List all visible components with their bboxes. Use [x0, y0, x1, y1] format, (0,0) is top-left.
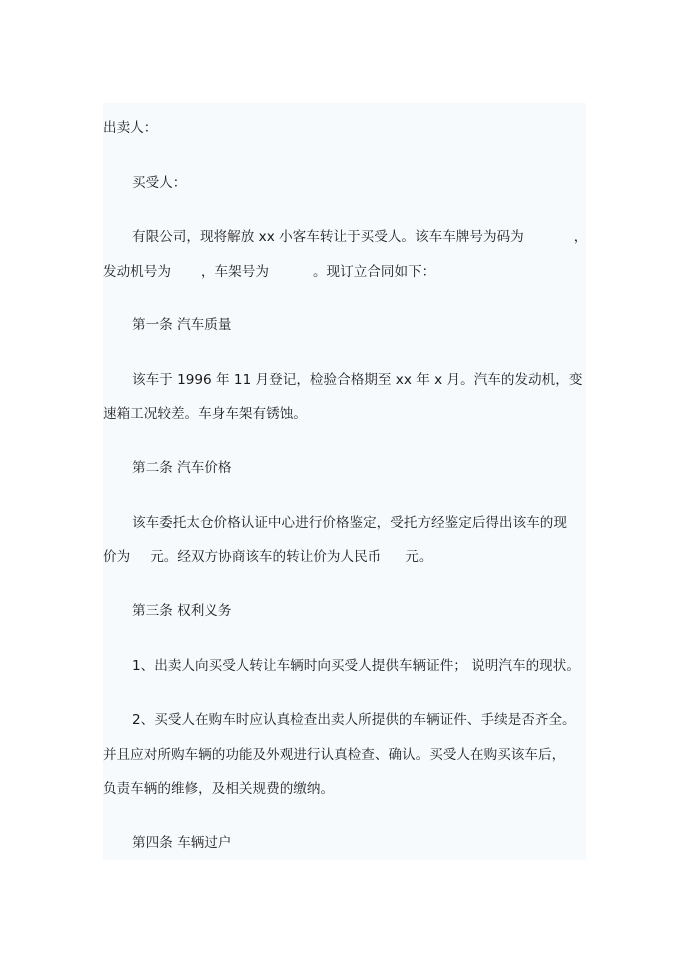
buyer-label: 买受人： — [132, 175, 187, 191]
frame-number-label: ，车架号为 — [200, 264, 269, 280]
article-2-line-1: 该车委托太仓价格认证中心进行价格鉴定，受托方经鉴定后得出该车的现 — [132, 515, 567, 531]
article-1-heading — [132, 311, 231, 339]
article-3-item-2-line-1: 2、买受人在购车时应认真检查出卖人所提供的车辆证件、手续是否齐全。 — [132, 712, 576, 728]
article-3-title: 第三条 权利义务 — [132, 603, 232, 619]
article-3-item-1 — [132, 652, 580, 680]
article-1-line-2: 速箱工况较差。车身车架有锈蚀。 — [103, 406, 307, 422]
article-3-heading — [132, 597, 231, 625]
article-3-item-2 — [132, 706, 576, 734]
appraised-price-label: 价为 — [103, 549, 131, 565]
article-3-item-2-line-3: 负责车辆的维修，及相关规费的缴纳。 — [103, 781, 335, 797]
seller-line — [103, 114, 157, 142]
article-4-heading — [132, 829, 231, 857]
intro-paragraph-cont — [103, 258, 435, 286]
article-2-heading — [132, 454, 231, 482]
article-2-title: 第二条 汽车价格 — [132, 460, 232, 476]
intro-paragraph — [132, 223, 587, 251]
article-4-title: 第四条 车辆过户 — [132, 835, 232, 851]
article-1-body-cont — [103, 400, 307, 428]
seller-label: 出卖人： — [103, 120, 158, 136]
article-2-body — [132, 509, 567, 537]
intro-comma: ， — [573, 229, 588, 245]
article-3-item-1-text: 1、出卖人向买受人转让车辆时向买受人提供车辆证件； 说明汽车的现状。 — [132, 658, 580, 674]
engine-number-label: 发动机号为 — [103, 264, 171, 280]
article-2-line-2 — [103, 543, 432, 571]
article-3-item-2-cont — [103, 741, 565, 769]
buyer-line — [132, 169, 186, 197]
article-1-title: 第一条 汽车质量 — [132, 317, 232, 333]
article-2-body-cont — [103, 543, 432, 571]
article-1-line-1: 该车于 1996 年 11 月登记，检验合格期至 xx 年 x 月。汽车的发动机，变 — [132, 372, 583, 388]
transfer-price-unit: 元。 — [405, 549, 433, 565]
intro-line-1 — [132, 223, 587, 251]
intro-text-1: 有限公司，现将解放 xx 小客车转让于买受人。该车车牌号为码为 — [132, 229, 524, 245]
article-3-item-2-cont-2 — [103, 775, 334, 803]
article-1-body — [132, 366, 582, 394]
contract-lead-in: 。现订立合同如下： — [312, 264, 436, 280]
intro-line-2 — [103, 258, 435, 286]
transfer-price-label: 元。经双方协商该车的转让价为人民币 — [150, 549, 382, 565]
article-3-item-2-line-2: 并且应对所购车辆的功能及外观进行认真检查、确认。买受人在购买该车后， — [103, 747, 566, 763]
